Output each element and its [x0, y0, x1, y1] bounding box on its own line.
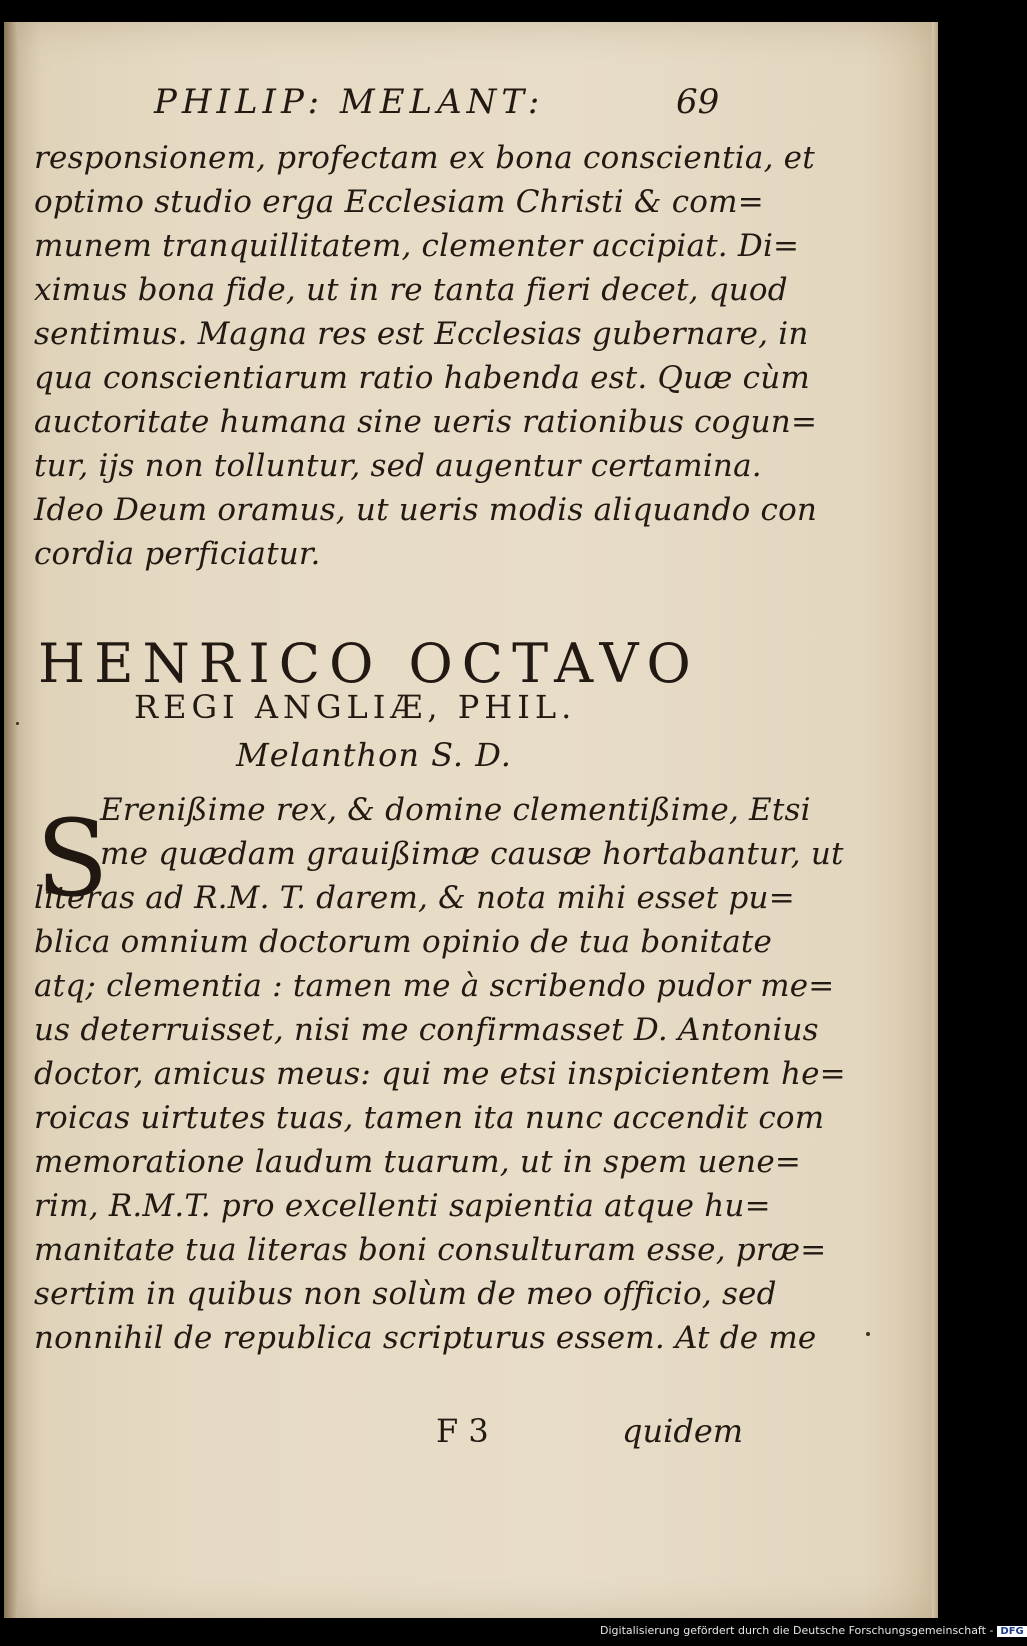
text-line: me quædam grauißimæ causæ hortabantur, ut — [100, 836, 844, 872]
drop-cap: S — [36, 797, 109, 920]
letter-heading-line-3: Melanthon S. D. — [236, 736, 512, 774]
text-line: Ideo Deum oramus, ut ueris modis aliquando con — [34, 492, 818, 528]
catchword: quidem — [622, 1412, 744, 1450]
letter-heading-line-1: HENRICO OCTAVO — [38, 632, 700, 695]
text-line: atq; clementia : tamen me à scribendo pudor me= — [34, 968, 835, 1004]
text-line: auctoritate humana sine ueris rationibus cogun= — [34, 404, 818, 440]
paper-speck — [866, 1332, 870, 1336]
signature-mark: F 3 — [436, 1412, 489, 1450]
running-head-title: PHILIP: MELANT: — [154, 82, 545, 122]
text-line: memoratione laudum tuarum, ut in spem uene= — [34, 1144, 802, 1180]
text-line: Erenißime rex, & domine clementißime, Etsi — [100, 792, 811, 828]
paper-speck — [16, 722, 19, 725]
text-line: tur, ijs non tolluntur, sed augentur certamina. — [34, 448, 762, 484]
text-line: literas ad R.M. T. darem, & nota mihi esset pu= — [34, 880, 795, 916]
text-line: manitate tua literas boni consulturam esse, præ= — [34, 1232, 827, 1268]
text-line: nonnihil de republica scripturus essem. At de me — [34, 1320, 817, 1356]
page-gutter — [4, 22, 18, 1618]
text-line: rim, R.M.T. pro excellenti sapientia atque hu= — [34, 1188, 771, 1224]
text-line: sertim in quibus non solùm de meo officio, sed — [34, 1276, 777, 1312]
letter-heading-line-2: REGI ANGLIÆ, PHIL. — [134, 688, 577, 726]
digitization-credit — [600, 1624, 1024, 1637]
page-number: 69 — [676, 82, 720, 122]
text-line: ximus bona fide, ut in re tanta fieri decet, quod — [34, 272, 788, 308]
credit-text: Digitalisierung gefördert durch die Deutsche Forschungsgemeinschaft - — [600, 1624, 994, 1637]
text-line: us deterruisset, nisi me confirmasset D. Antonius — [34, 1012, 819, 1048]
text-line: munem tranquillitatem, clementer accipiat. Di= — [34, 228, 800, 264]
text-line: responsionem, profectam ex bona conscientia, et — [34, 140, 815, 176]
text-line: optimo studio erga Ecclesiam Christi & com= — [34, 184, 764, 220]
book-page — [4, 22, 938, 1618]
text-line: sentimus. Magna res est Ecclesias gubernare, in — [34, 316, 809, 352]
text-line: roicas uirtutes tuas, tamen ita nunc accendit com — [34, 1100, 825, 1136]
page-edge — [932, 22, 938, 1618]
text-line: doctor, amicus meus: qui me etsi inspicientem he= — [34, 1056, 846, 1092]
dfg-logo: DFG — [997, 1626, 1026, 1637]
text-line: blica omnium doctorum opinio de tua bonitate — [34, 924, 773, 960]
text-line: cordia perficiatur. — [34, 536, 321, 572]
text-line: qua conscientiarum ratio habenda est. Quæ cùm — [34, 360, 811, 396]
